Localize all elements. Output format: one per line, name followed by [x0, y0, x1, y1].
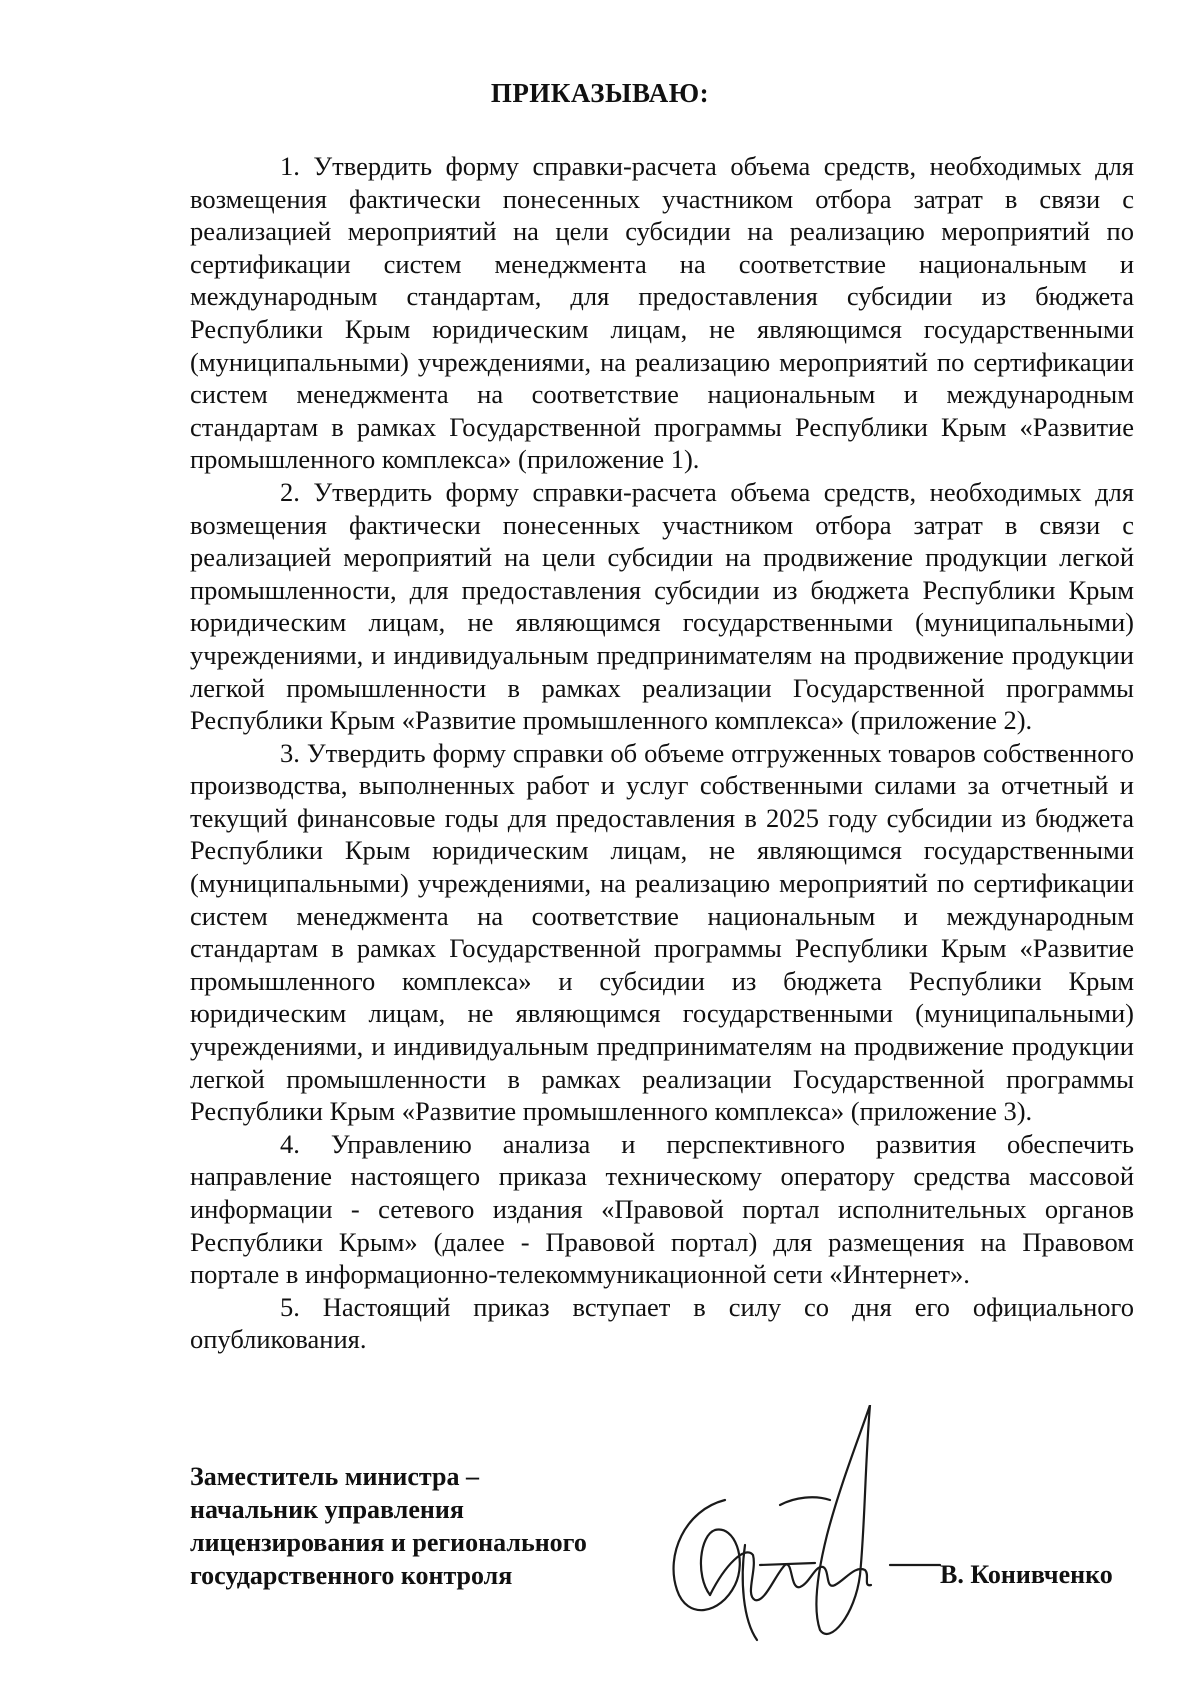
- order-heading: ПРИКАЗЫВАЮ:: [490, 78, 710, 108]
- signatory-title: [190, 1460, 690, 1592]
- signatory-name: В. Конивченко: [940, 1560, 1113, 1589]
- handwritten-signature: [665, 1405, 965, 1650]
- order-body: [190, 150, 1134, 1356]
- order-item-2: 2. Утвердить форму справки-расчета объема средств, необходимых для возмещения фактически понесенных участником отбора затрат в связи с реализацией мероприятий на цели субсидии на продвижение продукции легкой промышленности, для предоставления субсидии из бюджета Республики Крым юридическим лицам, не являющимся государственными (муниципальными) учреждениями, и индивидуальным предпринимателям на продвижение продукции легкой промышленности в рамках реализации Государственной программы Республики Крым «Развитие промышленного комплекса» (приложение 2).: [190, 476, 1134, 736]
- signatory-title-line: Заместитель министра –: [190, 1462, 479, 1491]
- order-item-3: 3. Утвердить форму справки об объеме отгруженных товаров собственного производства, выполненных работ и услуг собственными силами за отчетный и текущий финансовые годы для предоставления в 2025 году субсидии из бюджета Республики Крым юридическим лицам, не являющимся государственными (муниципальными) учреждениями, на реализацию мероприятий по сертификации систем менеджмента на соответствие национальным и международным стандартам в рамках Государственной программы Республики Крым «Развитие промышленного комплекса» и субсидии из бюджета Республики Крым юридическим лицам, не являющимся государственными (муниципальными) учреждениями, и индивидуальным предпринимателям на продвижение продукции легкой промышленности в рамках реализации Государственной программы Республики Крым «Развитие промышленного комплекса» (приложение 3).: [190, 737, 1134, 1127]
- signatory-title-line: лицензирования и регионального: [190, 1528, 587, 1557]
- order-item-4: 4. Управлению анализа и перспективного развития обеспечить направление настоящего приказа техническому оператору средства массовой информации - сетевого издания «Правовой портал исполнительных органов Республики Крым» (далее - Правовой портал) для размещения на Правовом портале в информационно-телекоммуникационной сети «Интернет».: [190, 1128, 1134, 1290]
- signatory-title-line: начальник управления: [190, 1495, 464, 1524]
- signatory-title-line: государственного контроля: [190, 1561, 513, 1590]
- order-item-5: 5. Настоящий приказ вступает в силу со дня его официального опубликования.: [190, 1291, 1134, 1355]
- order-item-1: 1. Утвердить форму справки-расчета объема средств, необходимых для возмещения фактически понесенных участником отбора затрат в связи с реализацией мероприятий на цели субсидии на реализацию мероприятий по сертификации систем менеджмента на соответствие национальным и международным стандартам, для предоставления субсидии из бюджета Республики Крым юридическим лицам, не являющимся государственными (муниципальными) учреждениями, на реализацию мероприятий по сертификации систем менеджмента на соответствие национальным и международным стандартам в рамках Государственной программы Республики Крым «Развитие промышленного комплекса» (приложение 1).: [190, 151, 1134, 475]
